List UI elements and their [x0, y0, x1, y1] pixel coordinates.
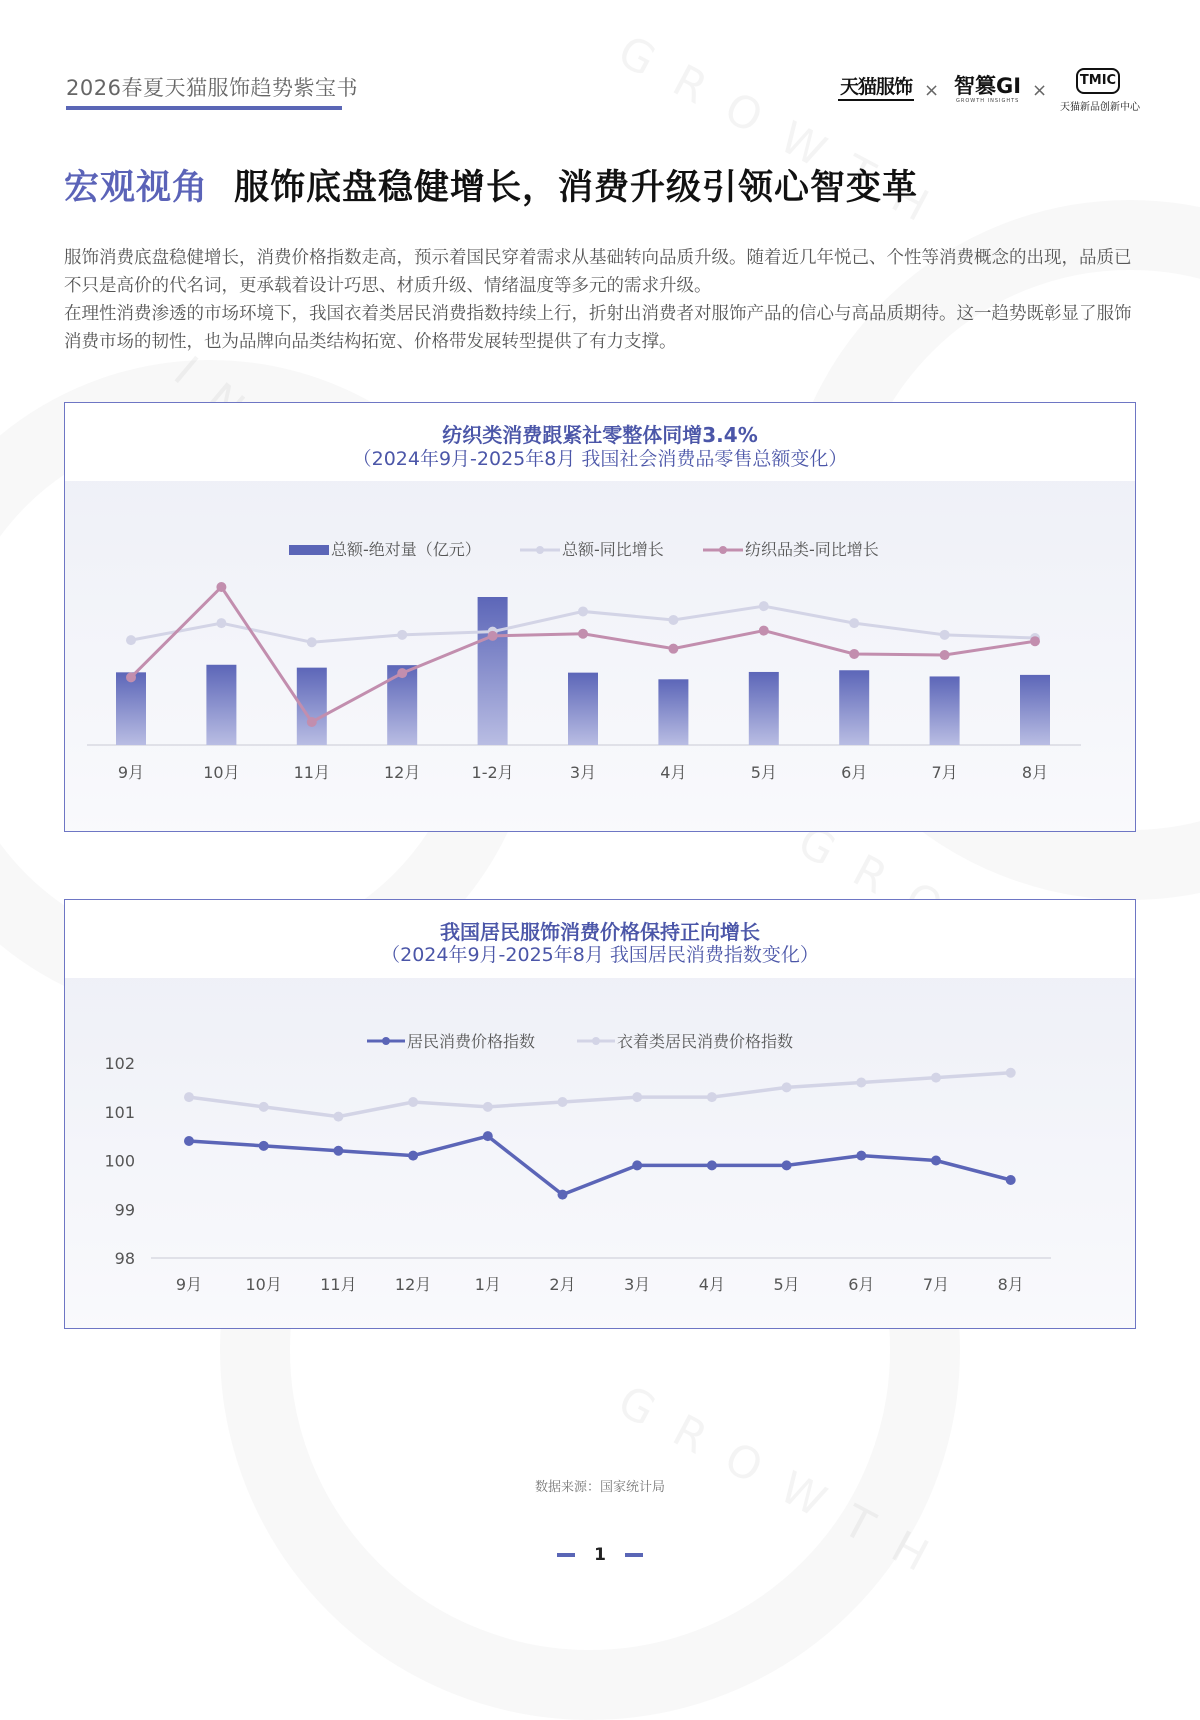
x-tick-label: 11月 [320, 1275, 357, 1294]
x-tick-label: 2月 [549, 1275, 576, 1294]
total-yoy-point [668, 615, 678, 625]
legend-label: 衣着类居民消费价格指数 [617, 1032, 794, 1051]
textile-yoy-point [668, 644, 678, 654]
headline-title: 服饰底盘稳健增长，消费升级引领心智变革 [234, 168, 919, 208]
resident-cpi-point [408, 1151, 418, 1161]
total-yoy-point [307, 637, 317, 647]
legend-label: 纺织品类-同比增长 [745, 540, 879, 559]
cpi-chart-panel [64, 899, 1136, 1329]
chart-subtitle: （2024年9月-2025年8月 我国社会消费品零售总额变化） [352, 448, 848, 470]
resident-cpi-point [931, 1156, 941, 1166]
x-tick-label: 3月 [569, 763, 597, 782]
textile-yoy-point [397, 668, 407, 678]
x-tick-label: 9月 [175, 1275, 203, 1294]
body-paragraph: 在理性消费渗透的市场环境下，我国衣着类居民消费指数持续上行，折射出消费者对服饰产品的信心与高品质期待。这一趋势既彰显了服饰消费市场的韧性，也为品牌向品类结构拓宽、价格带发展转型提供了有力支撑。 [64, 304, 1132, 352]
textile-yoy-point [126, 672, 136, 682]
legend-swatch-bar [289, 545, 329, 555]
clothing-cpi-point [558, 1097, 568, 1107]
clothing-cpi-point [408, 1097, 418, 1107]
x-tick-label: 10月 [203, 763, 240, 782]
total-yoy-point [759, 601, 769, 611]
resident-cpi-point [333, 1146, 343, 1156]
total-yoy-point [216, 618, 226, 628]
clothing-cpi-point [931, 1073, 941, 1083]
total-yoy-point [849, 618, 859, 628]
bar-total-sales [116, 672, 146, 745]
resident-cpi-point [184, 1136, 194, 1146]
x-tick-label: 4月 [660, 763, 687, 782]
clothing-cpi-point [782, 1082, 792, 1092]
partner-logos [838, 68, 1138, 114]
clothing-cpi-line [189, 1073, 1011, 1117]
legend-marker [592, 1037, 600, 1045]
x-tick-label: 1-2月 [471, 763, 514, 782]
data-source-note: 数据来源：国家统计局 [534, 1480, 665, 1495]
page-number-group [0, 1544, 1200, 1565]
x-tick-label: 1月 [474, 1275, 501, 1294]
watermark-word [610, 26, 961, 245]
y-tick-label: 101 [104, 1102, 135, 1122]
clothing-cpi-point [184, 1092, 194, 1102]
legend-label: 总额-绝对量（亿元） [331, 540, 481, 559]
tmic-logo-subtext: 天猫新品创新中心 [1060, 102, 1140, 113]
zhicuan-logo-subtext: GROWTH INSIGHTS [956, 98, 1020, 104]
x-tick-label: 8月 [1021, 763, 1049, 782]
resident-cpi-point [483, 1131, 493, 1141]
legend-marker [382, 1037, 390, 1045]
y-tick-label: 99 [114, 1200, 135, 1220]
x-tick-label: 10月 [245, 1275, 282, 1294]
textile-yoy-point [488, 631, 498, 641]
chart-title: 我国居民服饰消费价格保持正向增长 [440, 920, 760, 944]
page-dash-left [557, 1553, 575, 1557]
page-number: 1 [594, 1544, 606, 1565]
x-tick-label: 9月 [117, 763, 145, 782]
resident-cpi-point [707, 1160, 717, 1170]
total-yoy-point [940, 630, 950, 640]
legend-marker [719, 546, 727, 554]
zhicuan-logo: 智篡GI [954, 74, 1022, 98]
x-tick-label: 7月 [922, 1275, 950, 1294]
body-text [64, 244, 1136, 356]
total-yoy-point [578, 606, 588, 616]
legend-label: 居民消费价格指数 [407, 1032, 536, 1051]
bar-total-sales [206, 665, 236, 745]
legend-label: 总额-同比增长 [562, 540, 664, 559]
clothing-cpi-point [856, 1078, 866, 1088]
textile-yoy-point [578, 629, 588, 639]
bar-total-sales [568, 673, 598, 745]
total-yoy-point [397, 630, 407, 640]
x-tick-label: 11月 [293, 763, 330, 782]
bar-total-sales [658, 679, 688, 745]
y-tick-label: 98 [114, 1249, 135, 1268]
legend-marker [536, 546, 544, 554]
total-yoy-point [126, 635, 136, 645]
textile-yoy-point [759, 626, 769, 636]
clothing-cpi-point [1006, 1068, 1016, 1078]
retail-sales-chart-panel [64, 402, 1136, 832]
retail-sales-chart [65, 403, 1135, 831]
title-underline [66, 106, 342, 110]
headline-tag: 宏观视角 [64, 168, 209, 208]
textile-yoy-point [1030, 636, 1040, 646]
resident-cpi-point [1006, 1175, 1016, 1185]
document-title: 2026春夏天猫服饰趋势紫宝书 [66, 76, 358, 100]
x-tick-label: 8月 [997, 1275, 1024, 1294]
textile-yoy-point [307, 717, 317, 727]
resident-cpi-point [558, 1190, 568, 1200]
bar-total-sales [839, 670, 869, 745]
resident-cpi-point [632, 1160, 642, 1170]
bar-total-sales [478, 597, 508, 745]
bar-total-sales [930, 676, 960, 745]
textile-yoy-point [940, 650, 950, 660]
x-tick-label: 6月 [848, 1275, 875, 1294]
textile-yoy-point [849, 649, 859, 659]
x-tick-label: 12月 [384, 763, 421, 782]
page-dash-right [625, 1553, 643, 1557]
tmic-logo: TMIC [1076, 68, 1120, 94]
clothing-cpi-point [333, 1112, 343, 1122]
resident-cpi-point [856, 1151, 866, 1161]
x-tick-label: 3月 [624, 1275, 651, 1294]
x-tick-label: 5月 [750, 763, 777, 782]
logo-separator: × [1032, 80, 1048, 101]
clothing-cpi-point [483, 1102, 493, 1112]
clothing-cpi-point [632, 1092, 642, 1102]
clothing-cpi-point [259, 1102, 269, 1112]
bar-total-sales [1020, 675, 1050, 745]
cpi-chart [65, 900, 1135, 1328]
x-tick-label: 6月 [841, 763, 868, 782]
x-tick-label: 12月 [394, 1275, 432, 1294]
logo-separator: × [924, 80, 940, 101]
y-tick-label: 102 [104, 1054, 135, 1073]
x-tick-label: 7月 [931, 763, 958, 782]
x-tick-label: 5月 [773, 1275, 800, 1294]
bar-total-sales [749, 672, 779, 745]
chart-title: 纺织类消费跟紧社零整体同增3.4% [442, 423, 758, 447]
tmall-apparel-logo: 天猫服饰 [838, 72, 914, 101]
resident-cpi-point [259, 1141, 269, 1151]
body-paragraph: 服饰消费底盘稳健增长，消费价格指数走高，预示着国民穿着需求从基础转向品质升级。随着近几年悦己、个性等消费概念的出现，品质已不只是高价的代名词，更承载着设计巧思、材质升级、情绪温度等多元的需求升级。 [64, 248, 1132, 296]
chart-subtitle: （2024年9月-2025年8月 我国居民消费指数变化） [381, 944, 819, 966]
x-tick-label: 4月 [698, 1275, 725, 1294]
clothing-cpi-point [707, 1092, 717, 1102]
textile-yoy-point [216, 582, 226, 592]
y-tick-label: 100 [104, 1151, 135, 1171]
resident-cpi-point [782, 1160, 792, 1170]
resident-cpi-line [189, 1136, 1011, 1195]
